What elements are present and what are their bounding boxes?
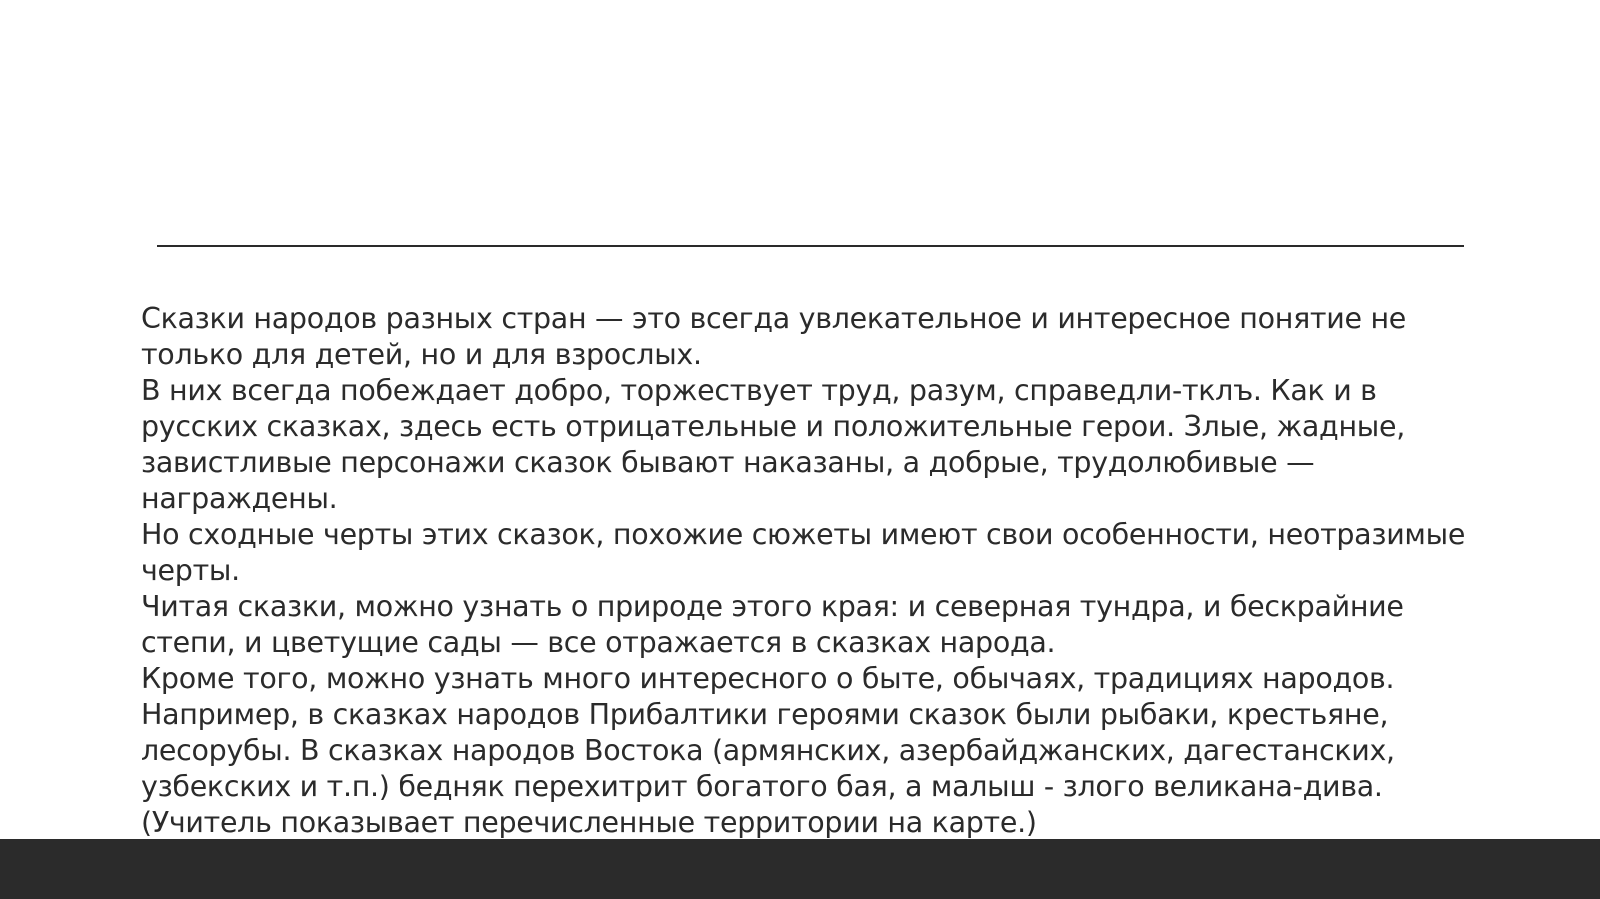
title-divider — [157, 245, 1464, 247]
paragraph-similar-features: Но сходные черты этих сказок, похожие сюжеты имеют свои особенности, неотразимые черты. — [141, 518, 1466, 587]
paragraph-good-wins: В них всегда побеждает добро, торжествует труд, разум, справедли-тклъ. Как и в русских сказках, здесь есть отрицательные и положительные герои. Злые, жадные, завистливые персонажи сказок бывают наказаны, а добрые, трудолюбивые — награждены. — [141, 374, 1405, 515]
footer-bar — [0, 839, 1600, 899]
paragraph-examples: Например, в сказках народов Прибалтики героями сказок были рыбаки, крестьяне, лесорубы. В сказках народов Востока (армянских, азербайджанских, дагестанских, узбекских и т.п.) бедняк перехитрит богатого бая, а малыш - злого великана-дива. — [141, 698, 1395, 803]
paragraph-customs: Кроме того, можно узнать много интересного о быте, обычаях, традициях народов. — [141, 662, 1395, 695]
paragraph-teacher-note: (Учитель показывает перечисленные территории на карте.) — [141, 806, 1037, 839]
paragraph-nature: Читая сказки, можно узнать о природе этого края: и северная тундра, и бескрайние степи, и цветущие сады — все отражается в сказках народа. — [141, 590, 1404, 659]
slide-body-text — [141, 301, 1471, 841]
paragraph-intro: Сказки народов разных стран — это всегда увлекательное и интересное понятие не только для детей, но и для взрослых. — [141, 302, 1407, 371]
